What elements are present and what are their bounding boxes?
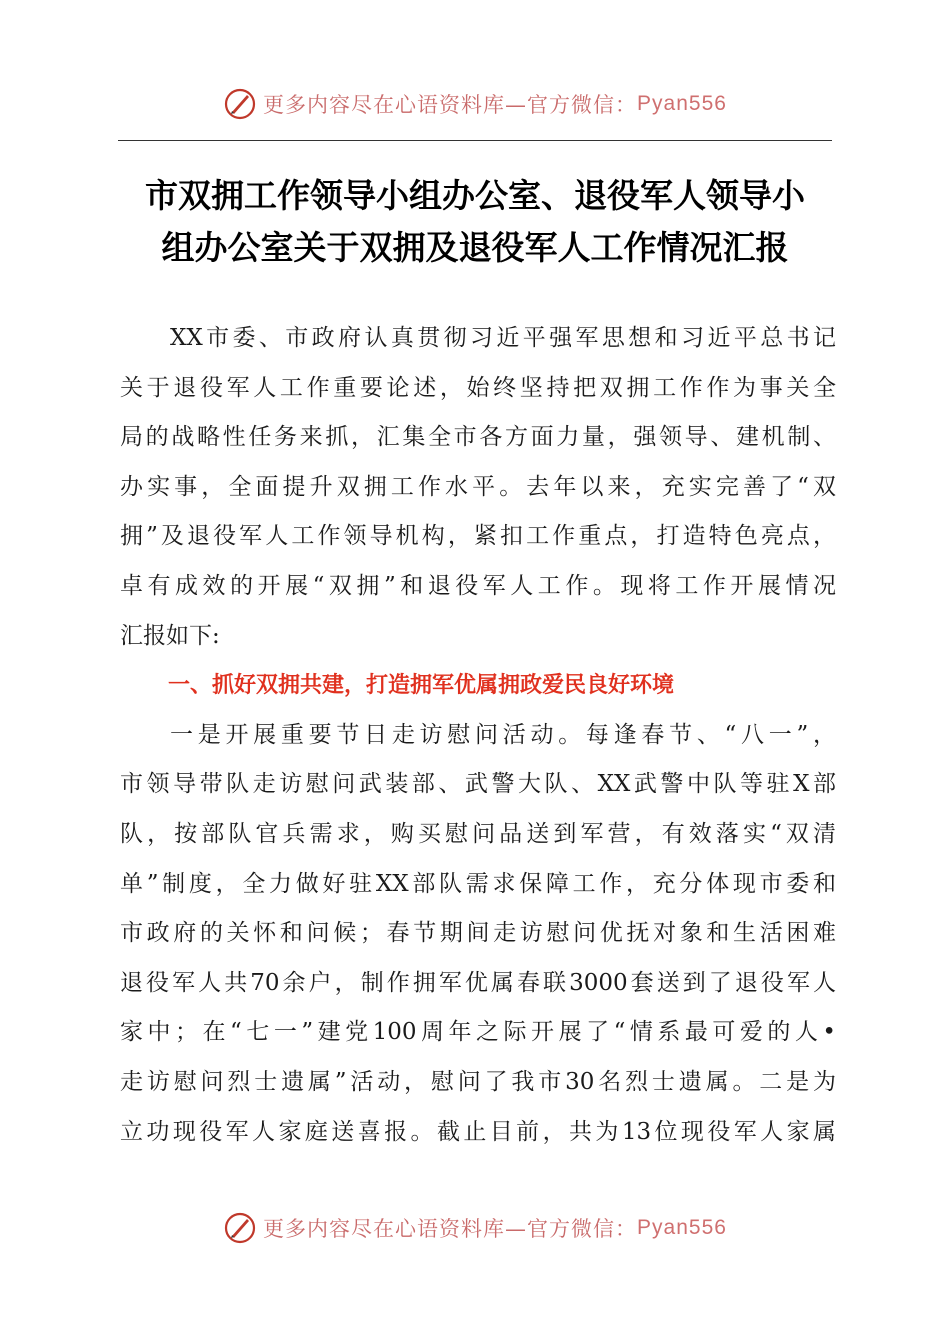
paragraph2-line: 走访慰问烈士遗属”活动，慰问了我市30名烈士遗属。二是为 [120, 1068, 836, 1095]
paragraph2-line: 市领导带队走访慰问武装部、武警大队、XX武警中队等驻X部 [120, 771, 836, 798]
header-wechat-id: Pyan556 [637, 92, 727, 115]
paragraph2-line: 立功现役军人家庭送喜报。截止目前，共为13位现役军人家属 [120, 1118, 836, 1145]
paragraph2-line: 家中；在“七一”建党100周年之际开展了“情系最可爱的人• [120, 1019, 836, 1046]
quill-logo-icon [223, 1211, 257, 1245]
paragraph1-line: 办实事，全面提升双拥工作水平。去年以来，充实完善了“双 [120, 473, 836, 500]
header-banner-text: 更多内容尽在心语资料库—官方微信： [263, 93, 638, 117]
section-heading: 一、抓好双拥共建，打造拥军优属拥政爱民良好环境 [168, 673, 675, 699]
quill-logo-icon [223, 87, 257, 121]
document-title [112, 170, 838, 274]
paragraph2-line: 队，按部队官兵需求，购买慰问品送到军营，有效落实“双清 [120, 820, 836, 847]
paragraph1-line: 局的战略性任务来抓，汇集全市各方面力量，强领导、建机制、 [120, 424, 836, 451]
footer-banner [0, 1208, 950, 1248]
paragraph2-line: 市政府的关怀和问候；春节期间走访慰问优抚对象和生活困难 [120, 920, 836, 947]
title-line-2: 组办公室关于双拥及退役军人工作情况汇报 [161, 228, 789, 267]
paragraph2-line: 一是开展重要节日走访慰问活动。每逢春节、“八一”， [170, 721, 836, 748]
footer-banner-text: 更多内容尽在心语资料库—官方微信： [263, 1217, 638, 1241]
paragraph2-line: 单”制度，全力做好驻XX部队需求保障工作，充分体现市委和 [120, 870, 836, 897]
document-body [120, 314, 836, 1157]
title-line-1: 市双拥工作领导小组办公室、退役军人领导小 [145, 176, 805, 215]
header-divider [118, 140, 832, 141]
paragraph2-line: 退役军人共70余户，制作拥军优属春联3000套送到了退役军人 [120, 969, 836, 996]
paragraph1-line: XX市委、市政府认真贯彻习近平强军思想和习近平总书记 [170, 325, 836, 351]
header-banner [0, 84, 950, 124]
paragraph1-line: 拥”及退役军人工作领导机构，紧扣工作重点，打造特色亮点， [120, 523, 836, 550]
footer-wechat-id: Pyan556 [637, 1216, 727, 1239]
paragraph1-line: 汇报如下: [120, 622, 220, 649]
paragraph1-line: 卓有成效的开展“双拥”和退役军人工作。现将工作开展情况 [120, 572, 836, 599]
paragraph1-line: 关于退役军人工作重要论述，始终坚持把双拥工作作为事关全 [120, 374, 836, 401]
